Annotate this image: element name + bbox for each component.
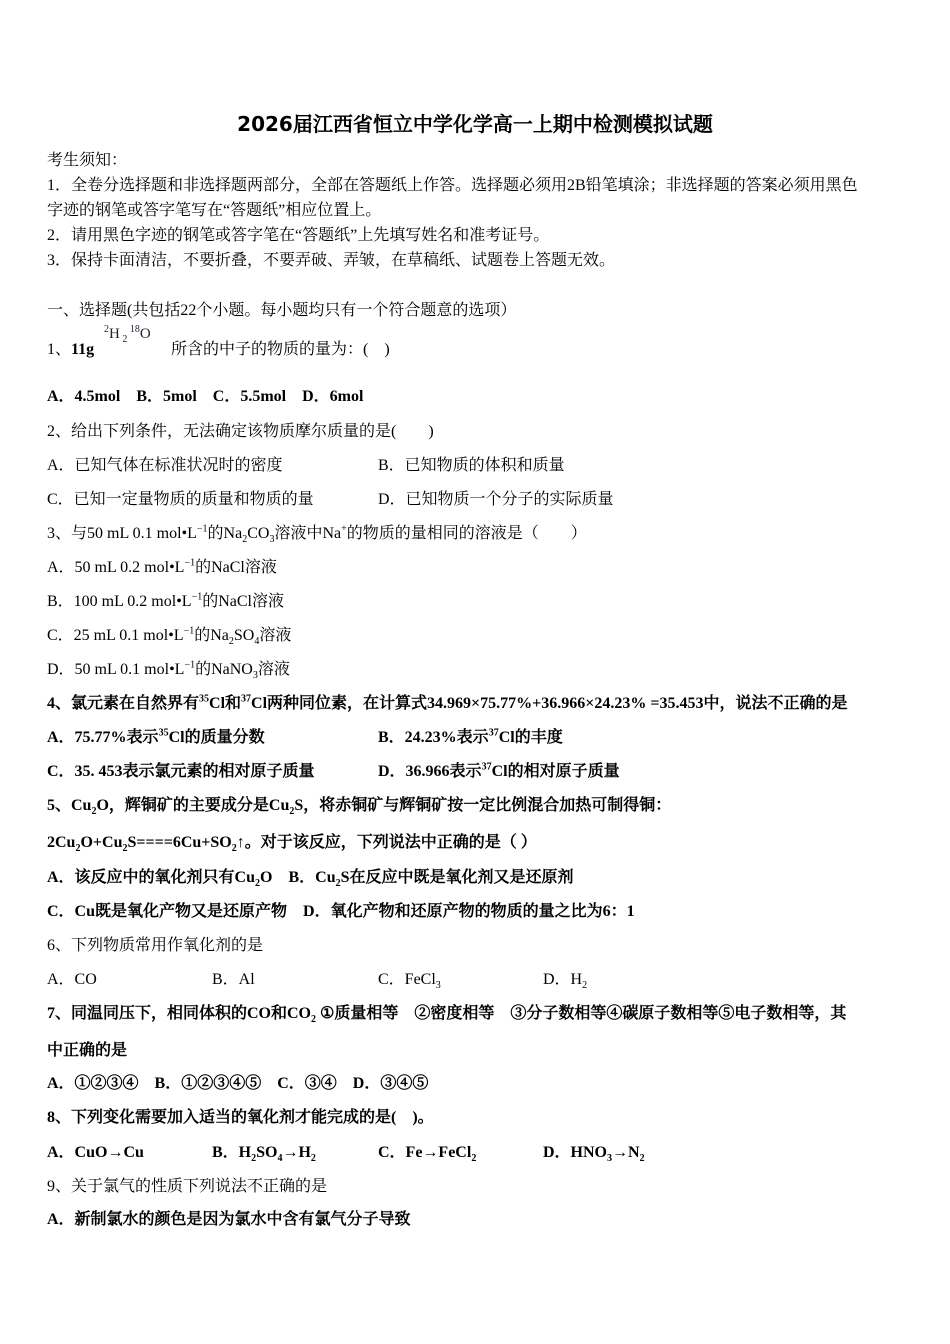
text-segment: B．H bbox=[212, 1144, 252, 1161]
text-segment: 5、Cu bbox=[47, 797, 92, 814]
text-segment: Cl两种同位素，在计算式34.969×75.77%+36.966×24.23% =35.453中，说法不正确的是 bbox=[251, 695, 848, 712]
notice-heading: 考生须知： bbox=[47, 152, 128, 169]
option bbox=[212, 970, 255, 990]
notice-line bbox=[47, 251, 615, 271]
question-5-stem bbox=[47, 796, 671, 816]
text-segment: 9、关于氯气的性质下列说法不正确的是 bbox=[47, 1178, 328, 1195]
text-segment: 2．请用黑色字迹的钢笔或答字笔在“答题纸”上先填写姓名和准考证号。 bbox=[47, 227, 550, 244]
text-segment: A．①②③④ B．①②③④⑤ C．③④ D．③④⑤ bbox=[47, 1075, 429, 1092]
text-segment: C．35. 453表示氯元素的相对原子质量 bbox=[47, 763, 315, 780]
text-segment: 溶液中Na bbox=[274, 525, 342, 542]
notice-line bbox=[47, 201, 381, 221]
supscript: −1 bbox=[184, 659, 196, 671]
question-1-stem-tail bbox=[171, 340, 390, 360]
text-segment: C．Fe→FeCl bbox=[378, 1144, 472, 1161]
supscript: 2 bbox=[104, 324, 109, 335]
question-3-stem bbox=[47, 524, 587, 544]
text-segment: O，辉铜矿的主要成分是Cu bbox=[96, 797, 290, 814]
text-segment: 1、 bbox=[47, 341, 72, 358]
supscript: 37 bbox=[241, 693, 252, 705]
text-segment: A．75.77%表示 bbox=[47, 729, 159, 746]
subscript: 3 bbox=[607, 1153, 613, 1165]
subscript: 3 bbox=[435, 980, 441, 992]
page-title: 2026届江西省恒立中学化学高一上期中检测模拟试题 bbox=[237, 112, 713, 136]
option bbox=[212, 1143, 316, 1163]
subscript: 2 bbox=[75, 843, 81, 855]
question-8-stem bbox=[47, 1108, 434, 1128]
option bbox=[47, 902, 635, 922]
option bbox=[47, 1210, 411, 1230]
text-segment: C．已知一定量物质的质量和物质的量 bbox=[47, 491, 314, 508]
text-segment: 4、氯元素在自然界有 bbox=[47, 695, 200, 712]
question-7-stem bbox=[47, 1004, 846, 1024]
subscript: 4 bbox=[277, 1153, 283, 1165]
text-segment: O B．Cu bbox=[260, 869, 336, 886]
text-segment: S，将赤铜矿与辉铜矿按一定比例混合加热可制得铜： bbox=[294, 797, 672, 814]
notice-line bbox=[47, 176, 858, 196]
text-segment: 6、下列物质常用作氧化剂的是 bbox=[47, 937, 264, 954]
option bbox=[47, 728, 265, 748]
question-4-stem bbox=[47, 694, 848, 714]
option bbox=[47, 626, 291, 646]
subscript: 2 bbox=[255, 878, 261, 890]
text-segment: 的Na bbox=[207, 525, 243, 542]
option bbox=[47, 868, 574, 888]
option bbox=[378, 728, 563, 748]
text-segment: 8、下列变化需要加入适当的氧化剂才能完成的是( )。 bbox=[47, 1109, 434, 1126]
text-segment: 1．全卷分选择题和非选择题两部分，全部在答题纸上作答。选择题必须用2B铅笔填涂；非选择题的答案必须用黑色 bbox=[47, 177, 858, 194]
supscript: −1 bbox=[191, 591, 203, 603]
text-segment: D．H bbox=[543, 971, 583, 988]
subscript: 2 bbox=[122, 843, 128, 855]
text-segment: Cl的相对原子质量 bbox=[491, 763, 620, 780]
subscript: 2 bbox=[231, 843, 237, 855]
section-heading: 一、选择题(共包括22个小题。每小题均只有一个符合题意的选项） bbox=[47, 302, 517, 319]
question-7-options bbox=[47, 1074, 428, 1094]
supscript: 18 bbox=[129, 324, 140, 335]
option bbox=[47, 456, 283, 476]
option bbox=[378, 970, 441, 990]
text-segment: →H bbox=[282, 1144, 311, 1161]
text-segment: A．已知气体在标准状况时的密度 bbox=[47, 457, 283, 474]
text-segment: B．100 mL 0.2 mol•L bbox=[47, 593, 192, 610]
supscript: −1 bbox=[184, 557, 196, 569]
text-segment: H bbox=[109, 326, 120, 342]
formula-image bbox=[104, 326, 151, 343]
subscript: 3 bbox=[252, 670, 258, 682]
text-segment: 2Cu bbox=[47, 834, 76, 851]
supscript: 37 bbox=[481, 761, 492, 773]
text-segment: 的NaCl溶液 bbox=[202, 593, 284, 610]
text-segment: A．CO bbox=[47, 971, 97, 988]
text-segment: D．已知物质一个分子的实际质量 bbox=[378, 491, 614, 508]
option bbox=[378, 490, 614, 510]
text-segment: B．24.23%表示 bbox=[378, 729, 489, 746]
text-segment: B．Al bbox=[212, 971, 255, 988]
text-segment: D．50 mL 0.1 mol•L bbox=[47, 661, 185, 678]
text-segment: Cl的丰度 bbox=[498, 729, 563, 746]
question-7-stem-cont bbox=[47, 1041, 127, 1061]
text-segment: B．已知物质的体积和质量 bbox=[378, 457, 565, 474]
text-segment: A．新制氯水的颜色是因为氯水中含有氯气分子导致 bbox=[47, 1211, 411, 1228]
question-1-stem bbox=[47, 340, 94, 360]
option bbox=[47, 490, 314, 510]
text-segment: CO bbox=[247, 525, 270, 542]
option bbox=[47, 762, 315, 782]
subscript: 2 bbox=[228, 636, 234, 648]
text-segment: 中正确的是 bbox=[47, 1042, 128, 1059]
text-segment: 所含的中子的物质的量为：( ) bbox=[171, 341, 390, 358]
subscript: 2 bbox=[471, 1153, 477, 1165]
text-segment: ①质量相等 ②密度相等 ③分子数相等④碳原子数相等⑤电子数相等，其 bbox=[316, 1005, 847, 1022]
supscript: 35 bbox=[158, 727, 169, 739]
supscript: −1 bbox=[183, 625, 195, 637]
text-segment: S====6Cu+SO bbox=[127, 834, 232, 851]
text-segment: 7、同温同压下，相同体积的CO和CO bbox=[47, 1005, 312, 1022]
supscript: 37 bbox=[488, 727, 499, 739]
supscript: −1 bbox=[196, 523, 208, 535]
text-segment: SO bbox=[256, 1144, 278, 1161]
question-1-options bbox=[47, 387, 363, 407]
text-segment: Cl和 bbox=[209, 695, 242, 712]
question-2-stem bbox=[47, 422, 434, 442]
text-segment: 的NaCl溶液 bbox=[195, 559, 277, 576]
option bbox=[47, 660, 290, 680]
text-segment: 2、给出下列条件，无法确定该物质摩尔质量的是( ) bbox=[47, 423, 434, 440]
supscript: 35 bbox=[199, 693, 210, 705]
subscript: 2 bbox=[251, 1153, 257, 1165]
text-segment: ↑。对于该反应，下列说法中正确的是（ ） bbox=[236, 834, 537, 851]
subscript: 3 bbox=[269, 534, 275, 546]
text-segment: 3、与50 mL 0.1 mol•L bbox=[47, 525, 197, 542]
text-segment: C．FeCl bbox=[378, 971, 436, 988]
text-segment: O bbox=[139, 326, 151, 342]
option bbox=[378, 762, 620, 782]
text-segment: O+Cu bbox=[80, 834, 123, 851]
text-segment: 11g bbox=[71, 341, 95, 358]
subscript: 2 bbox=[91, 806, 97, 818]
subscript: 2 bbox=[242, 534, 248, 546]
text-segment: 的物质的量相同的溶液是（ ） bbox=[346, 525, 587, 542]
option bbox=[47, 970, 97, 990]
subscript: 2 bbox=[289, 806, 295, 818]
text-segment: A．50 mL 0.2 mol•L bbox=[47, 559, 185, 576]
subscript: 2 bbox=[310, 1153, 316, 1165]
subscript: 4 bbox=[254, 636, 260, 648]
question-9-stem bbox=[47, 1177, 327, 1197]
subscript: 2 bbox=[311, 1014, 317, 1026]
text-segment: 溶液 bbox=[259, 627, 292, 644]
supscript: + bbox=[341, 523, 347, 535]
text-segment: A．该反应中的氧化剂只有Cu bbox=[47, 869, 256, 886]
text-segment: D．HNO bbox=[543, 1144, 608, 1161]
text-segment: D．36.966表示 bbox=[378, 763, 482, 780]
question-6-stem bbox=[47, 936, 263, 956]
subscript: 2 bbox=[119, 334, 130, 345]
subscript: 2 bbox=[582, 980, 588, 992]
text-segment: C．Cu既是氧化产物又是还原产物 D．氧化产物和还原产物的物质的量之比为6：1 bbox=[47, 903, 635, 920]
subscript: 2 bbox=[335, 878, 341, 890]
text-segment: 的NaNO bbox=[195, 661, 253, 678]
option bbox=[47, 1143, 144, 1163]
text-segment: SO bbox=[233, 627, 255, 644]
option bbox=[378, 456, 565, 476]
option bbox=[543, 1143, 645, 1163]
text-segment: 字迹的钢笔或答字笔写在“答题纸”相应位置上。 bbox=[47, 202, 382, 219]
question-5-equation bbox=[47, 833, 537, 853]
text-segment: S在反应中既是氧化剂又是还原剂 bbox=[340, 869, 574, 886]
text-segment: 溶液 bbox=[257, 661, 290, 678]
text-segment: Cl的质量分数 bbox=[168, 729, 265, 746]
option bbox=[378, 1143, 476, 1163]
option bbox=[47, 558, 277, 578]
text-segment: A．4.5mol B．5mol C．5.5mol D．6mol bbox=[47, 388, 364, 405]
text-segment: A．CuO→Cu bbox=[47, 1144, 144, 1161]
text-segment: 的Na bbox=[194, 627, 229, 644]
text-segment: C．25 mL 0.1 mol•L bbox=[47, 627, 184, 644]
text-segment: 3．保持卡面清洁，不要折叠，不要弄破、弄皱，在草稿纸、试题卷上答题无效。 bbox=[47, 252, 616, 269]
subscript: 2 bbox=[639, 1153, 645, 1165]
notice-line bbox=[47, 226, 549, 246]
option bbox=[47, 592, 284, 612]
text-segment: →N bbox=[612, 1144, 640, 1161]
option bbox=[543, 970, 587, 990]
